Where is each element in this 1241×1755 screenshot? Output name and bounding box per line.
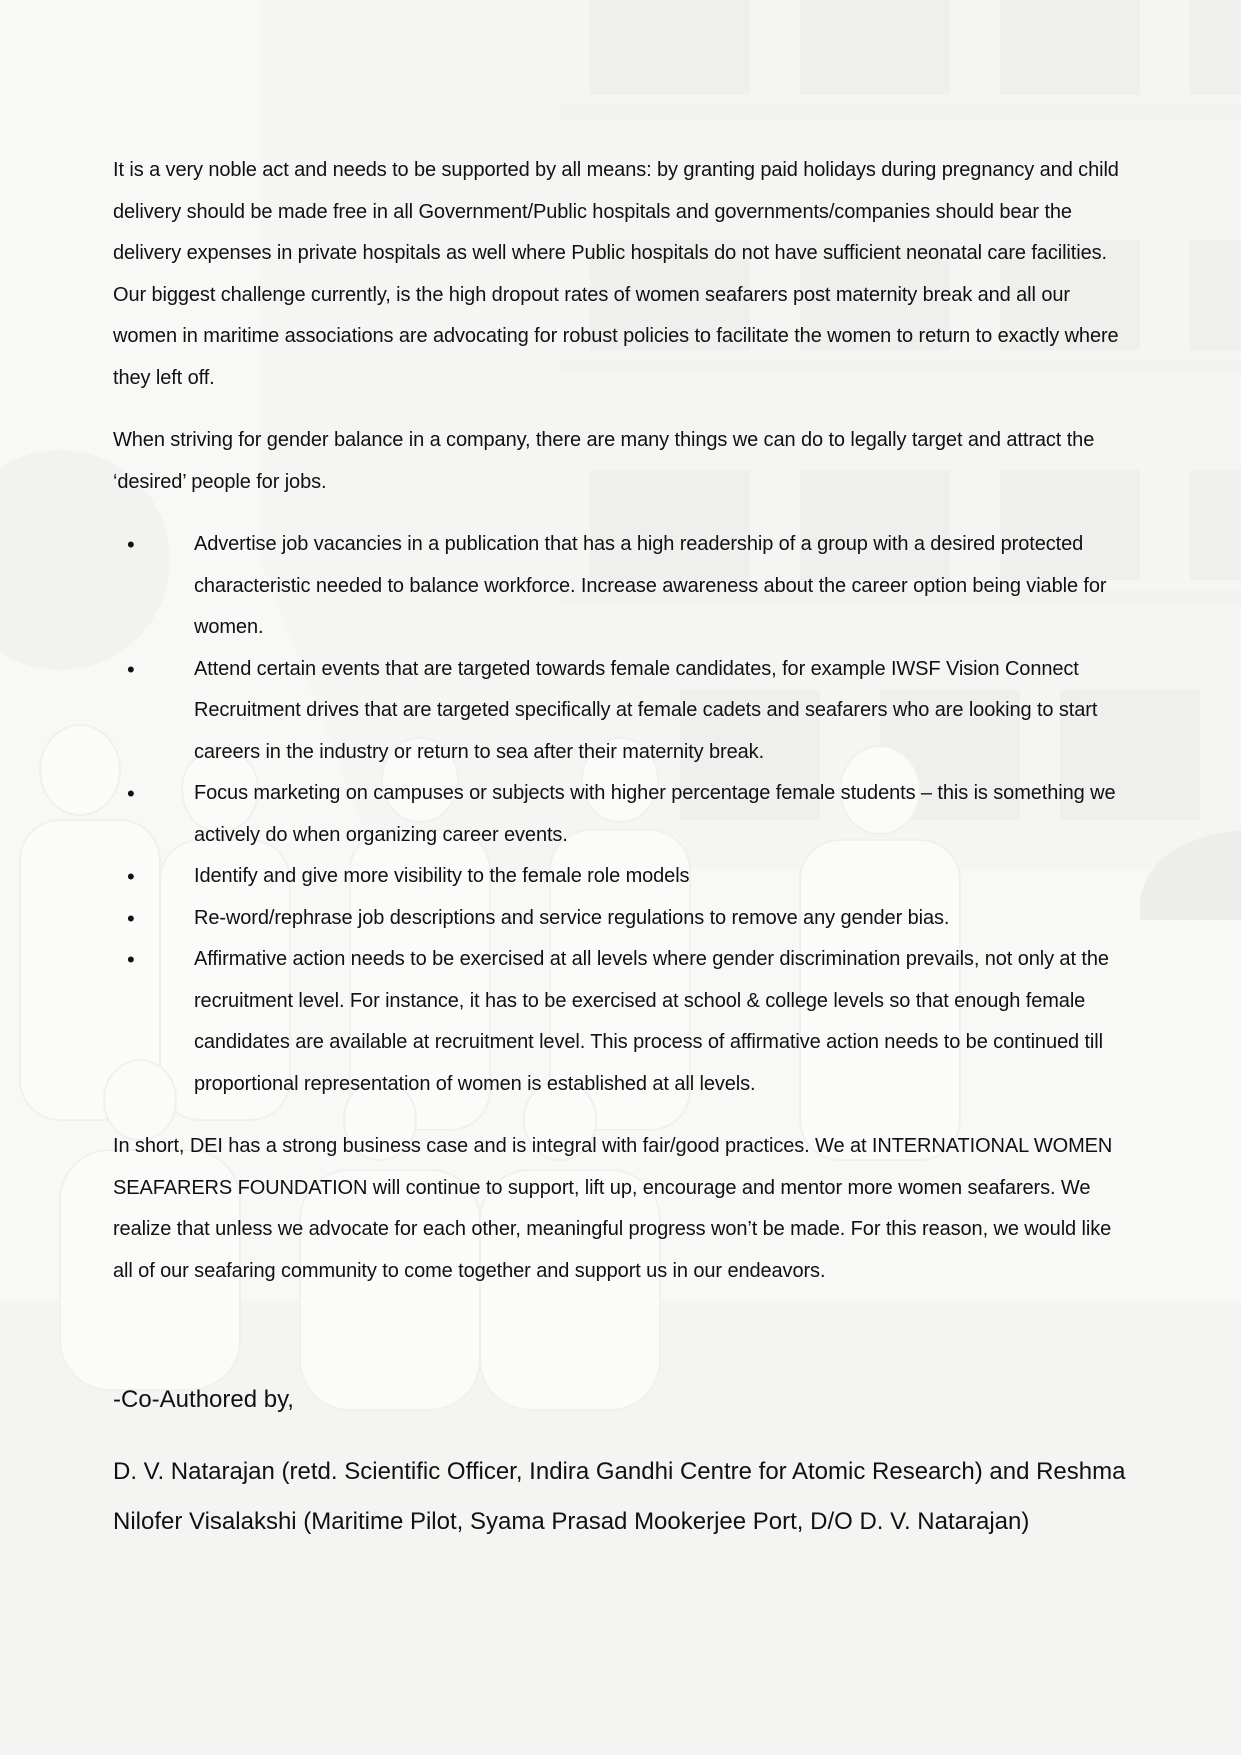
paragraph-conclusion: In short, DEI has a strong business case and is integral with fair/good practices. We at INTERNATIONAL WOMEN SEAFARERS FOUNDATION will continue to support, lift up, encourage and mentor more women seafarers. We realize that unless we advocate for each other, meaningful progress won’t be made. For this reason, we would like all of our seafaring community to come together and support us in our endeavors. [113, 1135, 1113, 1282]
list-item-text: Attend certain events that are targeted towards female candidates, for example IWSF Vision Connect Recruitment drives that are targeted specifically at female cadets and seafarers who are looking to start careers in the industry or return to sea after their maternity break. [194, 657, 1098, 763]
list-item-text: Re-word/rephrase job descriptions and service regulations to remove any gender bias. [194, 906, 950, 929]
paragraph-intro: It is a very noble act and needs to be supported by all means: by granting paid holidays during pregnancy and child delivery should be made free in all Government/Public hospitals and governments/companies should bear the delivery expenses in private hospitals as well where Public hospitals do not have sufficient neonatal care facilities. Our biggest challenge currently, is the high dropout rates of women seafarers post maternity break and all our women in maritime associations are advocating for robust policies to facilitate the women to return to exactly where they left off. [113, 159, 1119, 389]
list-item [127, 773, 1133, 856]
credits-authors: D. V. Natarajan (retd. Scientific Officer, Indira Gandhi Centre for Atomic Research) and Reshma Nilofer Visalakshi (Maritime Pilot, Syama Prasad Mookerjee Port, D/O D. V. Natarajan) [113, 1458, 1126, 1535]
bullet-icon: • [127, 781, 135, 806]
bullet-icon: • [127, 864, 135, 889]
paragraph-gender-balance: When striving for gender balance in a company, there are many things we can do to legally target and attract the ‘desired’ people for jobs. [113, 429, 1095, 493]
list-item [127, 939, 1133, 1105]
bullet-icon: • [127, 656, 135, 682]
document-content [113, 150, 1133, 1547]
list-item-text: Identify and give more visibility to the female role models [194, 865, 690, 887]
list-item-text: Affirmative action needs to be exercised at all levels where gender discrimination prevails, not only at the recruitment level. For instance, it has to be exercised at school & college levels so that enough female candidates are available at recruitment level. This process of affirmative action needs to be continued till proportional representation of women is established at all levels. [194, 948, 1109, 1095]
list-item-text: Focus marketing on campuses or subjects with higher percentage female students – this is something we actively do when organizing career events. [194, 782, 1116, 846]
list-item [127, 649, 1133, 774]
list-item-text: Advertise job vacancies in a publication that has a high readership of a group with a desired protected characteristic needed to balance workforce. Increase awareness about the career option being viable for women. [194, 533, 1107, 638]
bullet-list [113, 524, 1133, 1105]
list-item [127, 856, 1133, 898]
bullet-icon: • [127, 947, 135, 972]
bullet-icon: • [127, 905, 135, 931]
credits-heading: -Co-Authored by, [113, 1386, 294, 1413]
list-item [127, 524, 1133, 649]
list-item [127, 898, 1133, 940]
bullet-icon: • [127, 532, 135, 557]
